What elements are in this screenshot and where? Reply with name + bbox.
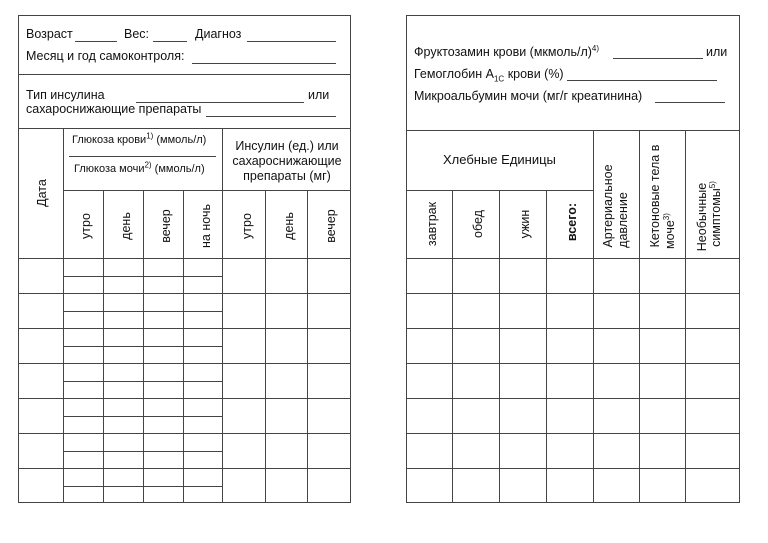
insulin-col-1 [265,190,266,503]
left-row-line [18,293,351,294]
glucose-subrow-line [63,276,222,277]
month-year-label: Месяц и год самоконтроля: [26,49,185,63]
glucose-morning: утро [79,213,93,239]
glucose-subrow-line [63,451,222,452]
insulin-type-label: Тип инсулина [26,88,105,102]
glucose-subrow-line [63,381,222,382]
insulin-header: Инсулин (ед.) или сахароснижающие препараты (мг) [232,139,342,183]
urine-glucose-header: Глюкоза мочи$^{2)}$ (ммоль/л) [74,160,205,175]
left-divider-1 [18,74,351,75]
pressure-header-1: Артериальное [601,164,615,248]
bread-units-split [406,190,593,191]
fructosamine-blank[interactable] [613,58,703,59]
right-row-line [406,468,740,469]
blood-glucose-header: Глюкоза крови$^{1)}$ (ммоль/л) [72,131,207,146]
age-blank[interactable] [75,41,117,42]
insulin-col-2 [307,190,308,503]
right-header-bottom [406,258,740,259]
subheader-line [63,190,351,191]
left-row-line [18,328,351,329]
bread-units-total: всего: [565,202,579,242]
meal-breakfast: завтрак [425,201,439,247]
symptoms-header-1: Необычные [695,182,709,252]
glucose-split-line [69,156,216,157]
hba1c-label: Гемоглобин $А_{1С}$ крови (%) [414,67,564,84]
glucose-night: на ночь [199,204,213,248]
insulin-evening: вечер [324,209,338,243]
weight-label: Вес: [124,27,150,41]
weight-blank[interactable] [153,41,187,42]
glucose-insulin-split [222,128,223,503]
right-row-line [406,398,740,399]
glucose-evening: вечер [159,209,173,243]
left-divider-2 [18,128,351,129]
microalbumin-blank[interactable] [655,102,725,103]
left-row-line [18,363,351,364]
meal-lunch: обед [471,210,485,238]
right-row-line [406,433,740,434]
glucose-day: день [119,212,133,240]
symptoms-header-2: симптомы$^{5)}$ [707,181,723,247]
date-col-line [63,128,64,503]
right-row-line [406,293,740,294]
insulin-day: день [282,212,296,240]
right-row-line [406,363,740,364]
diagnosis-blank[interactable] [247,41,336,42]
pressure-header-2: давление [616,192,630,248]
right-col-line [685,130,686,503]
left-header-bottom [18,258,351,259]
left-row-line [18,468,351,469]
glucose-subrow-line [63,346,222,347]
date-header: Дата [35,179,49,207]
diagnosis-label: Диагноз [195,27,242,41]
glucose-subrow-line [63,486,222,487]
age-label: Возраст [26,27,73,41]
bread-units-header: Хлебные Единицы [443,152,556,167]
right-row-line [406,328,740,329]
right-col-line [639,130,640,503]
right-col-line [499,190,500,503]
hba1c-blank[interactable] [567,80,717,81]
right-col-line [452,190,453,503]
ketone-header-2: моче$^{3)}$ [661,213,677,249]
meal-dinner: ужин [518,209,532,239]
month-year-blank[interactable] [192,63,336,64]
left-row-line [18,433,351,434]
microalbumin-label: Микроальбумин мочи (мг/г креатинина) [414,89,643,103]
sugar-lowering-label: сахароснижающие препараты [26,102,202,116]
ketone-header-1: Кетоновые тела в [648,144,662,248]
glucose-subrow-line [63,311,222,312]
insulin-morning: утро [240,213,254,239]
fructosamine-or: или [706,45,728,59]
right-col-line [593,130,594,503]
sugar-lowering-blank[interactable] [206,116,336,117]
fructosamine-label: Фруктозамин крови (мкмоль/л)$^{4)}$ [414,43,600,59]
left-row-line [18,398,351,399]
right-col-line [546,190,547,503]
right-divider [406,130,740,131]
insulin-type-or: или [308,88,330,102]
glucose-subrow-line [63,416,222,417]
